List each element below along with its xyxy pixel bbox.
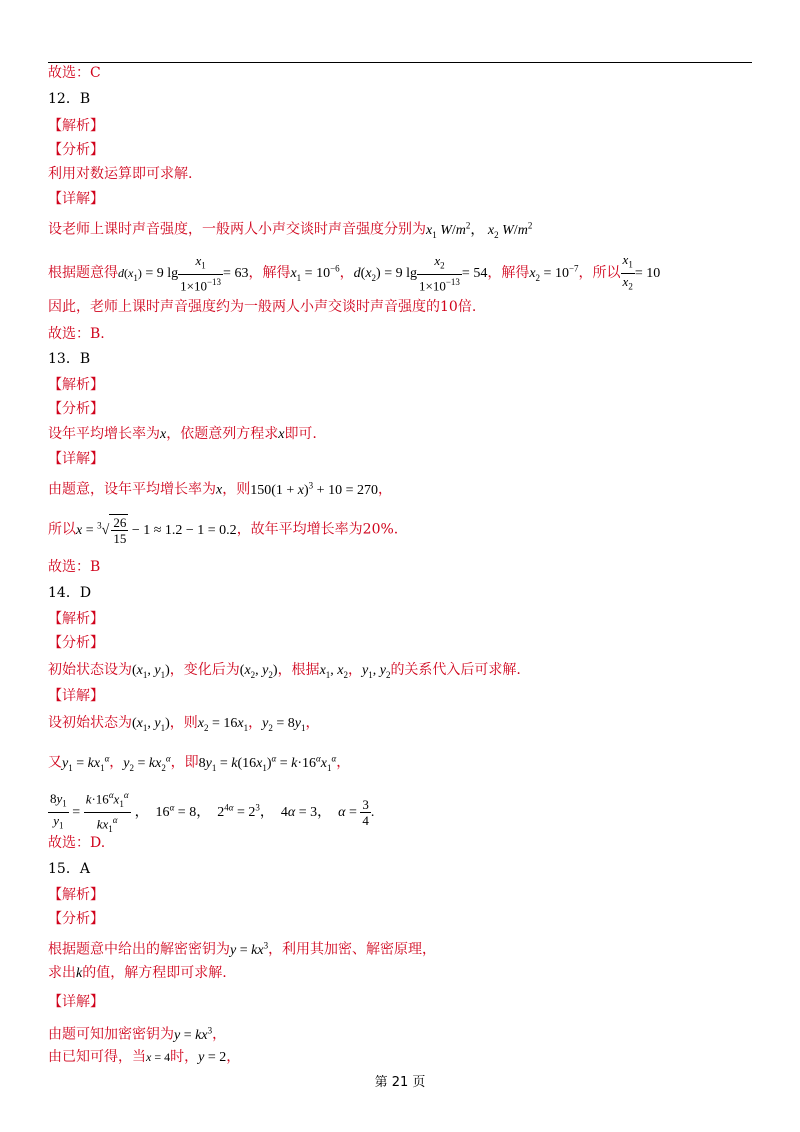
- section-heading: 【解析】: [48, 611, 104, 627]
- page-footer: 第 21 页: [374, 1075, 426, 1090]
- section-heading: 【详解】: [48, 994, 104, 1010]
- question-number: 14．D: [48, 585, 92, 601]
- section-heading: 【解析】: [48, 118, 104, 134]
- text-line: 由题可知加密密钥为$y = kx^3$，: [48, 1025, 227, 1043]
- formula: $d(x_2) = 9$ lg $\frac{x_2}{1\times 10^{-13}}$ = 54: [353, 253, 488, 294]
- answer-line: 故选：D.: [48, 835, 106, 851]
- text-line: 设年平均增长率为x，依题意列方程求x即可.: [48, 426, 317, 442]
- text-line: 初始状态设为($x_1$, $y_1$)，变化后为($x_2$, $y_2$)，根据$x_1$, $x_2$，$y_1$, $y_2$的关系代入后可求解.: [48, 662, 521, 680]
- section-heading: 【分析】: [48, 142, 104, 158]
- section-heading: 【分析】: [48, 401, 104, 417]
- answer-line: 故选：C: [48, 65, 101, 81]
- question-number: 15．A: [48, 861, 90, 877]
- section-heading: 【详解】: [48, 688, 104, 704]
- text-line: 所以x = $^3$√ $\frac{26}{15}$ − 1 ≈ 1.2 − 1 = 0.2，故年平均增长率为20%.: [48, 515, 399, 546]
- text-line: 根据题意中给出的解密密钥为$y = kx^3$，利用其加密、解密原理，: [48, 940, 437, 958]
- text-line: 设老师上课时声音强度，一般两人小声交谈时声音强度分别为$x_1$ $W/m^2$， $x_2$ $W/m^2$: [48, 220, 533, 240]
- section-heading: 【分析】: [48, 635, 104, 651]
- formula: $d(x_1) = 9$ lg $\frac{x_1}{1\times 10^{-13}}$ = 63: [118, 253, 249, 294]
- question-number: 13．B: [48, 351, 91, 367]
- text-line: 又$y_1 = kx_1^\alpha$，$y_2 = kx_2^\alpha$，即$8y_1 = k(16x_1)^\alpha = k\cdot 16^\alpha x_1^\alpha$，: [48, 753, 351, 773]
- text-line: 根据题意得$d(x_1) = 9$ lg $\frac{x_1}{1\times 10^{-13}}$ = 63，解得$x_1 = 10^{-6}$，$d(x_2) = 9$ lg $\frac{x_2}{1\times 10^{-13}}$ = 54，解得$x_2 = 10^{-7}$，所以 $\frac{x_1}{x_2}$ = 10: [48, 252, 661, 294]
- text-line: 因此，老师上课时声音强度约为一般两人小声交谈时声音强度的10倍.: [48, 299, 477, 315]
- text-line: 设初始状态为($x_1$, $y_1$)，则$x_2 = 16x_1$，$y_2 = 8y_1$，: [48, 715, 320, 733]
- section-heading: 【分析】: [48, 911, 104, 927]
- answer-line: 故选：B.: [48, 326, 105, 342]
- section-heading: 【详解】: [48, 451, 104, 467]
- question-number: 12．B: [48, 91, 91, 107]
- text-line: 求出k的值，解方程即可求解.: [48, 965, 227, 981]
- answer-line: 故选：B: [48, 559, 101, 575]
- formula-line: $\frac{8y_1}{y_1}$ = $\frac{k\cdot 16^\alpha x_1^\alpha}{kx_1^\alpha}$ ， $16^\alpha = 8$， $2^{4\alpha} = 2^3$， 4α = 3， α = $\frac{3}{4}$ .: [50, 790, 375, 834]
- text-line: 由已知可得，当x = 4时，y = 2，: [48, 1049, 241, 1065]
- section-heading: 【解析】: [48, 377, 104, 393]
- formula: $x_2 = 10^{-7}$: [529, 263, 579, 283]
- formula: $\frac{x_1}{x_2}$ = 10: [622, 252, 661, 292]
- text-line: 由题意，设年平均增长率为x，则$150(1 + x)^3 + 10 = 270$，: [48, 480, 392, 498]
- formula: $x_1$ $W/m^2$， $x_2$ $W/m^2$: [426, 220, 533, 240]
- top-rule: [48, 62, 752, 63]
- formula: $x_1 = 10^{-6}$: [290, 263, 340, 283]
- section-heading: 【解析】: [48, 887, 104, 903]
- text-line: 利用对数运算即可求解.: [48, 166, 193, 182]
- section-heading: 【详解】: [48, 191, 104, 207]
